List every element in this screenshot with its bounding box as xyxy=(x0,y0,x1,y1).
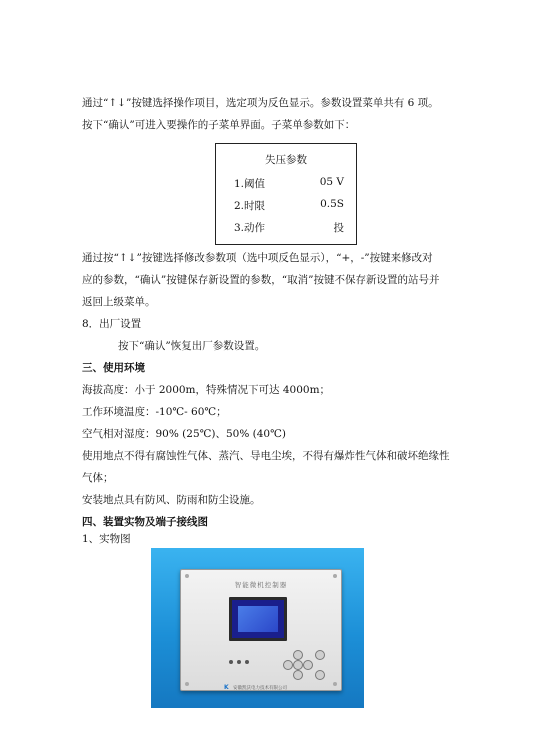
indicator-led xyxy=(229,660,233,664)
environment-location-line-1: 使用地点不得有腐蚀性气体、蒸汽、导电尘埃，不得有爆炸性气体和破坏绝缘性 xyxy=(82,450,450,462)
device-photo xyxy=(151,548,364,708)
key-right-icon xyxy=(303,660,313,670)
submenu-row xyxy=(234,176,344,190)
submenu-row-value: 05 V xyxy=(319,176,344,188)
factory-body: 按下“确认”恢复出厂参数设置。 xyxy=(118,340,266,352)
select-line-2: 应的参数，“确认”按键保存新设置的参数，“取消”按键不保存新设置的站号并 xyxy=(82,274,440,286)
environment-heading: 三、使用环境 xyxy=(82,362,145,374)
key-ok-icon xyxy=(293,660,303,670)
key-plus-icon xyxy=(315,650,325,660)
mount-hole xyxy=(333,574,337,578)
submenu-row-label: 1.阈值 xyxy=(234,178,266,190)
indicator-led xyxy=(237,660,241,664)
environment-humidity: 空气相对湿度：90% (25℃)、50% (40℃) xyxy=(82,428,286,440)
key-left-icon xyxy=(283,660,293,670)
mount-hole xyxy=(185,574,189,578)
environment-install: 安装地点具有防风、防雨和防尘设施。 xyxy=(82,494,261,506)
select-line-1: 通过按“↑↓”按键选择修改参数项（选中项反色显示），“+，-”按键来修改对 xyxy=(82,252,433,264)
submenu-row-label: 3.动作 xyxy=(234,222,266,234)
intro-line-1: 通过“↑↓”按键选择操作项目，选定项为反色显示。参数设置菜单共有 6 项。 xyxy=(82,97,439,109)
environment-location-line-2: 气体； xyxy=(82,472,114,484)
device-photo-caption: 1、实物图 xyxy=(82,533,131,545)
lcd-screen xyxy=(229,597,287,641)
environment-altitude: 海拔高度：小于 2000m，特殊情况下可达 4000m； xyxy=(82,384,331,396)
environment-temperature: 工作环境温度：-10℃- 60℃； xyxy=(82,406,227,418)
device-section-heading: 四、装置实物及端子接线图 xyxy=(82,516,208,528)
submenu-table xyxy=(215,143,357,245)
key-minus-icon xyxy=(315,670,325,680)
submenu-row xyxy=(234,198,344,212)
mount-hole xyxy=(185,682,189,686)
submenu-row-label: 2.时限 xyxy=(234,200,266,212)
key-up-icon xyxy=(293,650,303,660)
submenu-row-value: 0.5S xyxy=(320,198,344,210)
select-line-3: 返回上级菜单。 xyxy=(82,296,156,308)
submenu-title: 失压参数 xyxy=(265,154,307,166)
brand-logo: K xyxy=(224,684,229,691)
factory-heading: 8．出厂设置 xyxy=(82,318,142,330)
submenu-row-value: 投 xyxy=(333,222,344,234)
intro-line-2: 按下“确认”可进入要操作的子菜单界面。子菜单参数如下： xyxy=(82,119,356,131)
controller-device xyxy=(180,569,342,691)
brand-name: 安徽凯沃电力技术有限公司 xyxy=(233,686,287,691)
mount-hole xyxy=(333,682,337,686)
device-title: 智能微机控制器 xyxy=(234,581,288,589)
submenu-row xyxy=(234,220,344,234)
indicator-led xyxy=(245,660,249,664)
key-down-icon xyxy=(293,670,303,680)
